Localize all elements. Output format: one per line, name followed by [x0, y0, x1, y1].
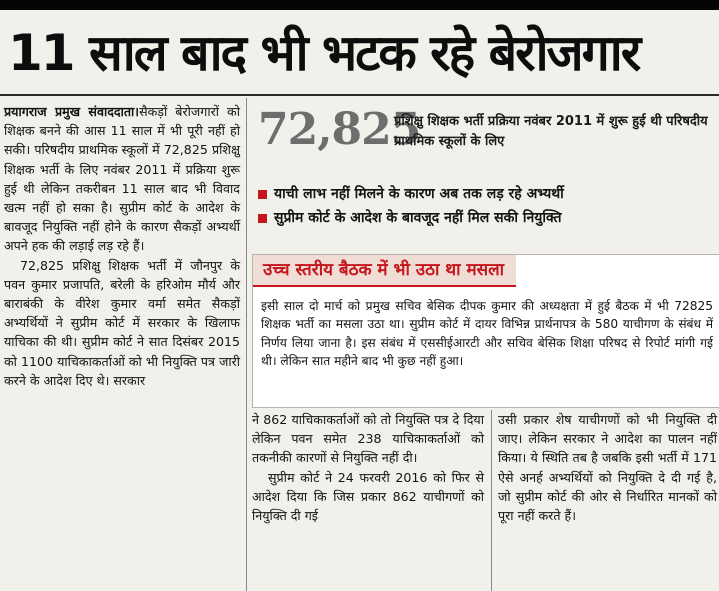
left-paragraph-1-text: सैकड़ों बेरोजगारों को शिक्षक बनने की आस 11 साल में भी पूरी नहीं हो सकी। परिषदीय प्राथमिक स्कूलों में 72,825 प्रशिक्षु शिक्षक भर्ती के लिए नवंबर 2011 में प्रक्रिया शुरू हुई थी लेकिन तकरीबन 11 साल बाद भी विवाद खत्म नहीं हो सका है। सुप्रीम कोर्ट के आदेश के बावजूद नियुक्ति नहीं होने के कारण सैकड़ों अभ्यर्थी अपने हक की लड़ाई लड़ रहे हैं।	[4, 104, 240, 254]
right-paragraph: उसी प्रकार शेष याचीगणों को भी नियुक्ति दी जाए। लेकिन सरकार ने आदेश का पालन नहीं किया। ये स्थिति तब है जबकि इसी भर्ती में 171 ऐसे अनर्ह अभ्यर्थियों को नियुक्ति दे दी गई है, जो सुप्रीम कोर्ट की ओर से निर्धारित मानकों को पूरा नहीं करते हैं।	[498, 412, 717, 524]
bullet-item	[256, 182, 716, 206]
left-paragraph-1	[4, 102, 240, 256]
red-square-bullet-icon	[258, 214, 267, 223]
box-heading: उच्च स्तरीय बैठक में भी उठा था मसला	[253, 255, 516, 287]
sidebar-box	[252, 254, 719, 408]
box-text: इसी साल दो मार्च को प्रमुख सचिव बेसिक दीपक कुमार की अध्यक्षता में हुई बैठक में भी 72825 शिक्षक भर्ती का मसला उठा था। सुप्रीम कोर्ट में दायर विभिन्न प्रार्थनापत्र के 580 याचीगण के संबंध में निर्णय लिया जाना है। इस संबंध में एससीईआरटी और सचिव बेसिक शिक्षा परिषद से रिपोर्ट मांगी गई थी। लेकिन सात महीने बाद भी कुछ नहीं हुआ।	[261, 299, 713, 369]
top-edge-bar	[0, 0, 719, 10]
stat-caption: प्रशिक्षु शिक्षक भर्ती प्रक्रिया नवंबर 2011 में शुरू हुई थी परिषदीय प्राथमिक स्कूलों के लिए	[394, 114, 708, 149]
stat-number: 72,825	[258, 104, 421, 155]
column-divider	[491, 410, 492, 591]
headline-divider	[0, 94, 719, 96]
stat-highlight	[258, 106, 716, 166]
middle-paragraph-2: सुप्रीम कोर्ट ने 24 फरवरी 2016 को फिर से आदेश दिया कि जिस प्रकार 862 याचीगणों को नियुक्ति दी गई	[252, 469, 484, 524]
left-paragraph-2: 72,825 प्रशिक्षु शिक्षक भर्ती में जौनपुर के पवन कुमार प्रजापति, बरेली के हरिओम मौर्य और बाराबंकी के वीरेश कुमार वर्मा समेत सैकड़ों अभ्यर्थियों ने सुप्रीम कोर्ट में सरकार के खिलाफ याचिका की थी। सुप्रीम कोर्ट ने सात दिसंबर 2015 को 1100 याचिकाकर्ताओं को भी नियुक्ति पत्र जारी करने के आदेश दिए थे। सरकार	[4, 257, 240, 388]
bullet-list	[256, 182, 716, 230]
left-column	[4, 102, 240, 390]
middle-column	[252, 410, 484, 525]
headline: 11 साल बाद भी भटक रहे बेरोजगार	[8, 24, 640, 82]
column-divider	[246, 98, 247, 591]
bullet-text: सुप्रीम कोर्ट के आदेश के बावजूद नहीं मिल सकी नियुक्ति	[274, 210, 562, 226]
middle-paragraph-1: ने 862 याचिकाकर्ताओं को तो नियुक्ति पत्र दे दिया लेकिन पवन समेत 238 याचिकाकर्ताओं को तकनीकी कारणों से नियुक्ति नहीं दी।	[252, 412, 484, 466]
right-column	[498, 410, 717, 525]
bullet-item	[256, 206, 716, 230]
red-square-bullet-icon	[258, 190, 267, 199]
bullet-text: याची लाभ नहीं मिलने के कारण अब तक लड़ रहे अभ्यर्थी	[274, 186, 564, 202]
byline: प्रयागराज प्रमुख संवाददाता।	[4, 104, 140, 119]
